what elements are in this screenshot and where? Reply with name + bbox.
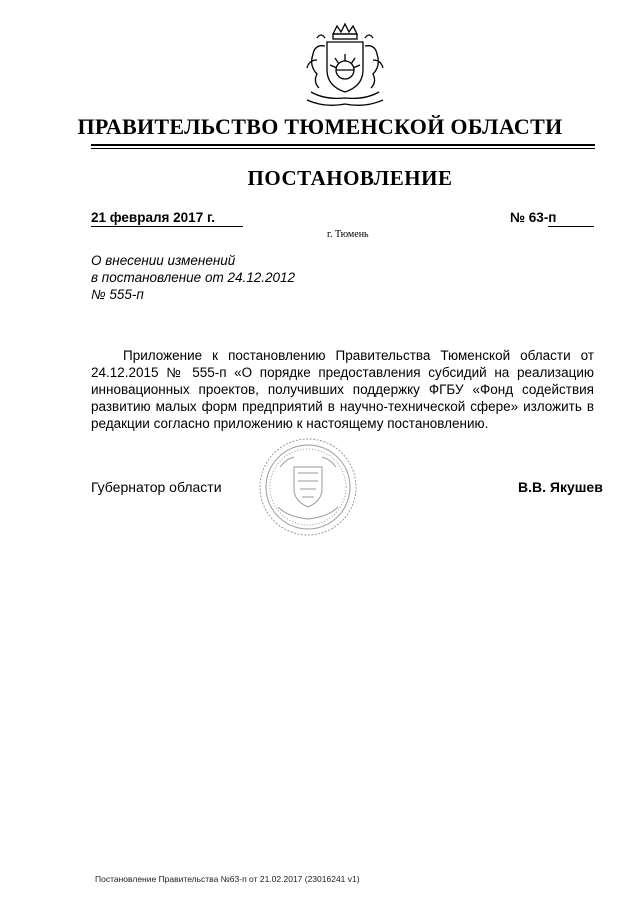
signatory-title: Губернатор области — [91, 479, 222, 495]
subject-line: О внесении изменений — [91, 253, 236, 268]
header-rule-thick — [91, 144, 595, 146]
organization-title: ПРАВИТЕЛЬСТВО ТЮМЕНСКОЙ ОБЛАСТИ — [77, 114, 563, 139]
document-number: № 63-п — [510, 210, 557, 225]
document-subject — [91, 252, 295, 303]
body-paragraph: Приложение к постановлению Правительства Тюменской области от 24.12.2015 № 555-п «О порядке предоставления субсидий на реализацию инновационных проектов, получивших поддержку ФГБУ «Фонд содействия развитию малых форм предприятий в научно-технической сфере» изложить в редакции согласно приложению к настоящему постановлению. — [91, 348, 594, 431]
coat-of-arms-icon — [295, 20, 395, 108]
document-date: 21 февраля 2017 г. — [91, 210, 215, 225]
signatory-name: В.В. Якушев — [518, 479, 603, 495]
footer-note: Постановление Правительства №63-п от 21.02.2017 (23016241 v1) — [95, 874, 360, 884]
document-city: г. Тюмень — [327, 229, 369, 240]
subject-line: № 555-п — [91, 287, 144, 302]
seal-stamp-icon — [258, 437, 358, 537]
date-underline — [91, 226, 243, 227]
document-type-title: ПОСТАНОВЛЕНИЕ — [247, 166, 453, 190]
number-underline — [548, 226, 594, 227]
subject-line: в постановление от 24.12.2012 — [91, 270, 296, 285]
header-rule-thin — [91, 148, 595, 149]
